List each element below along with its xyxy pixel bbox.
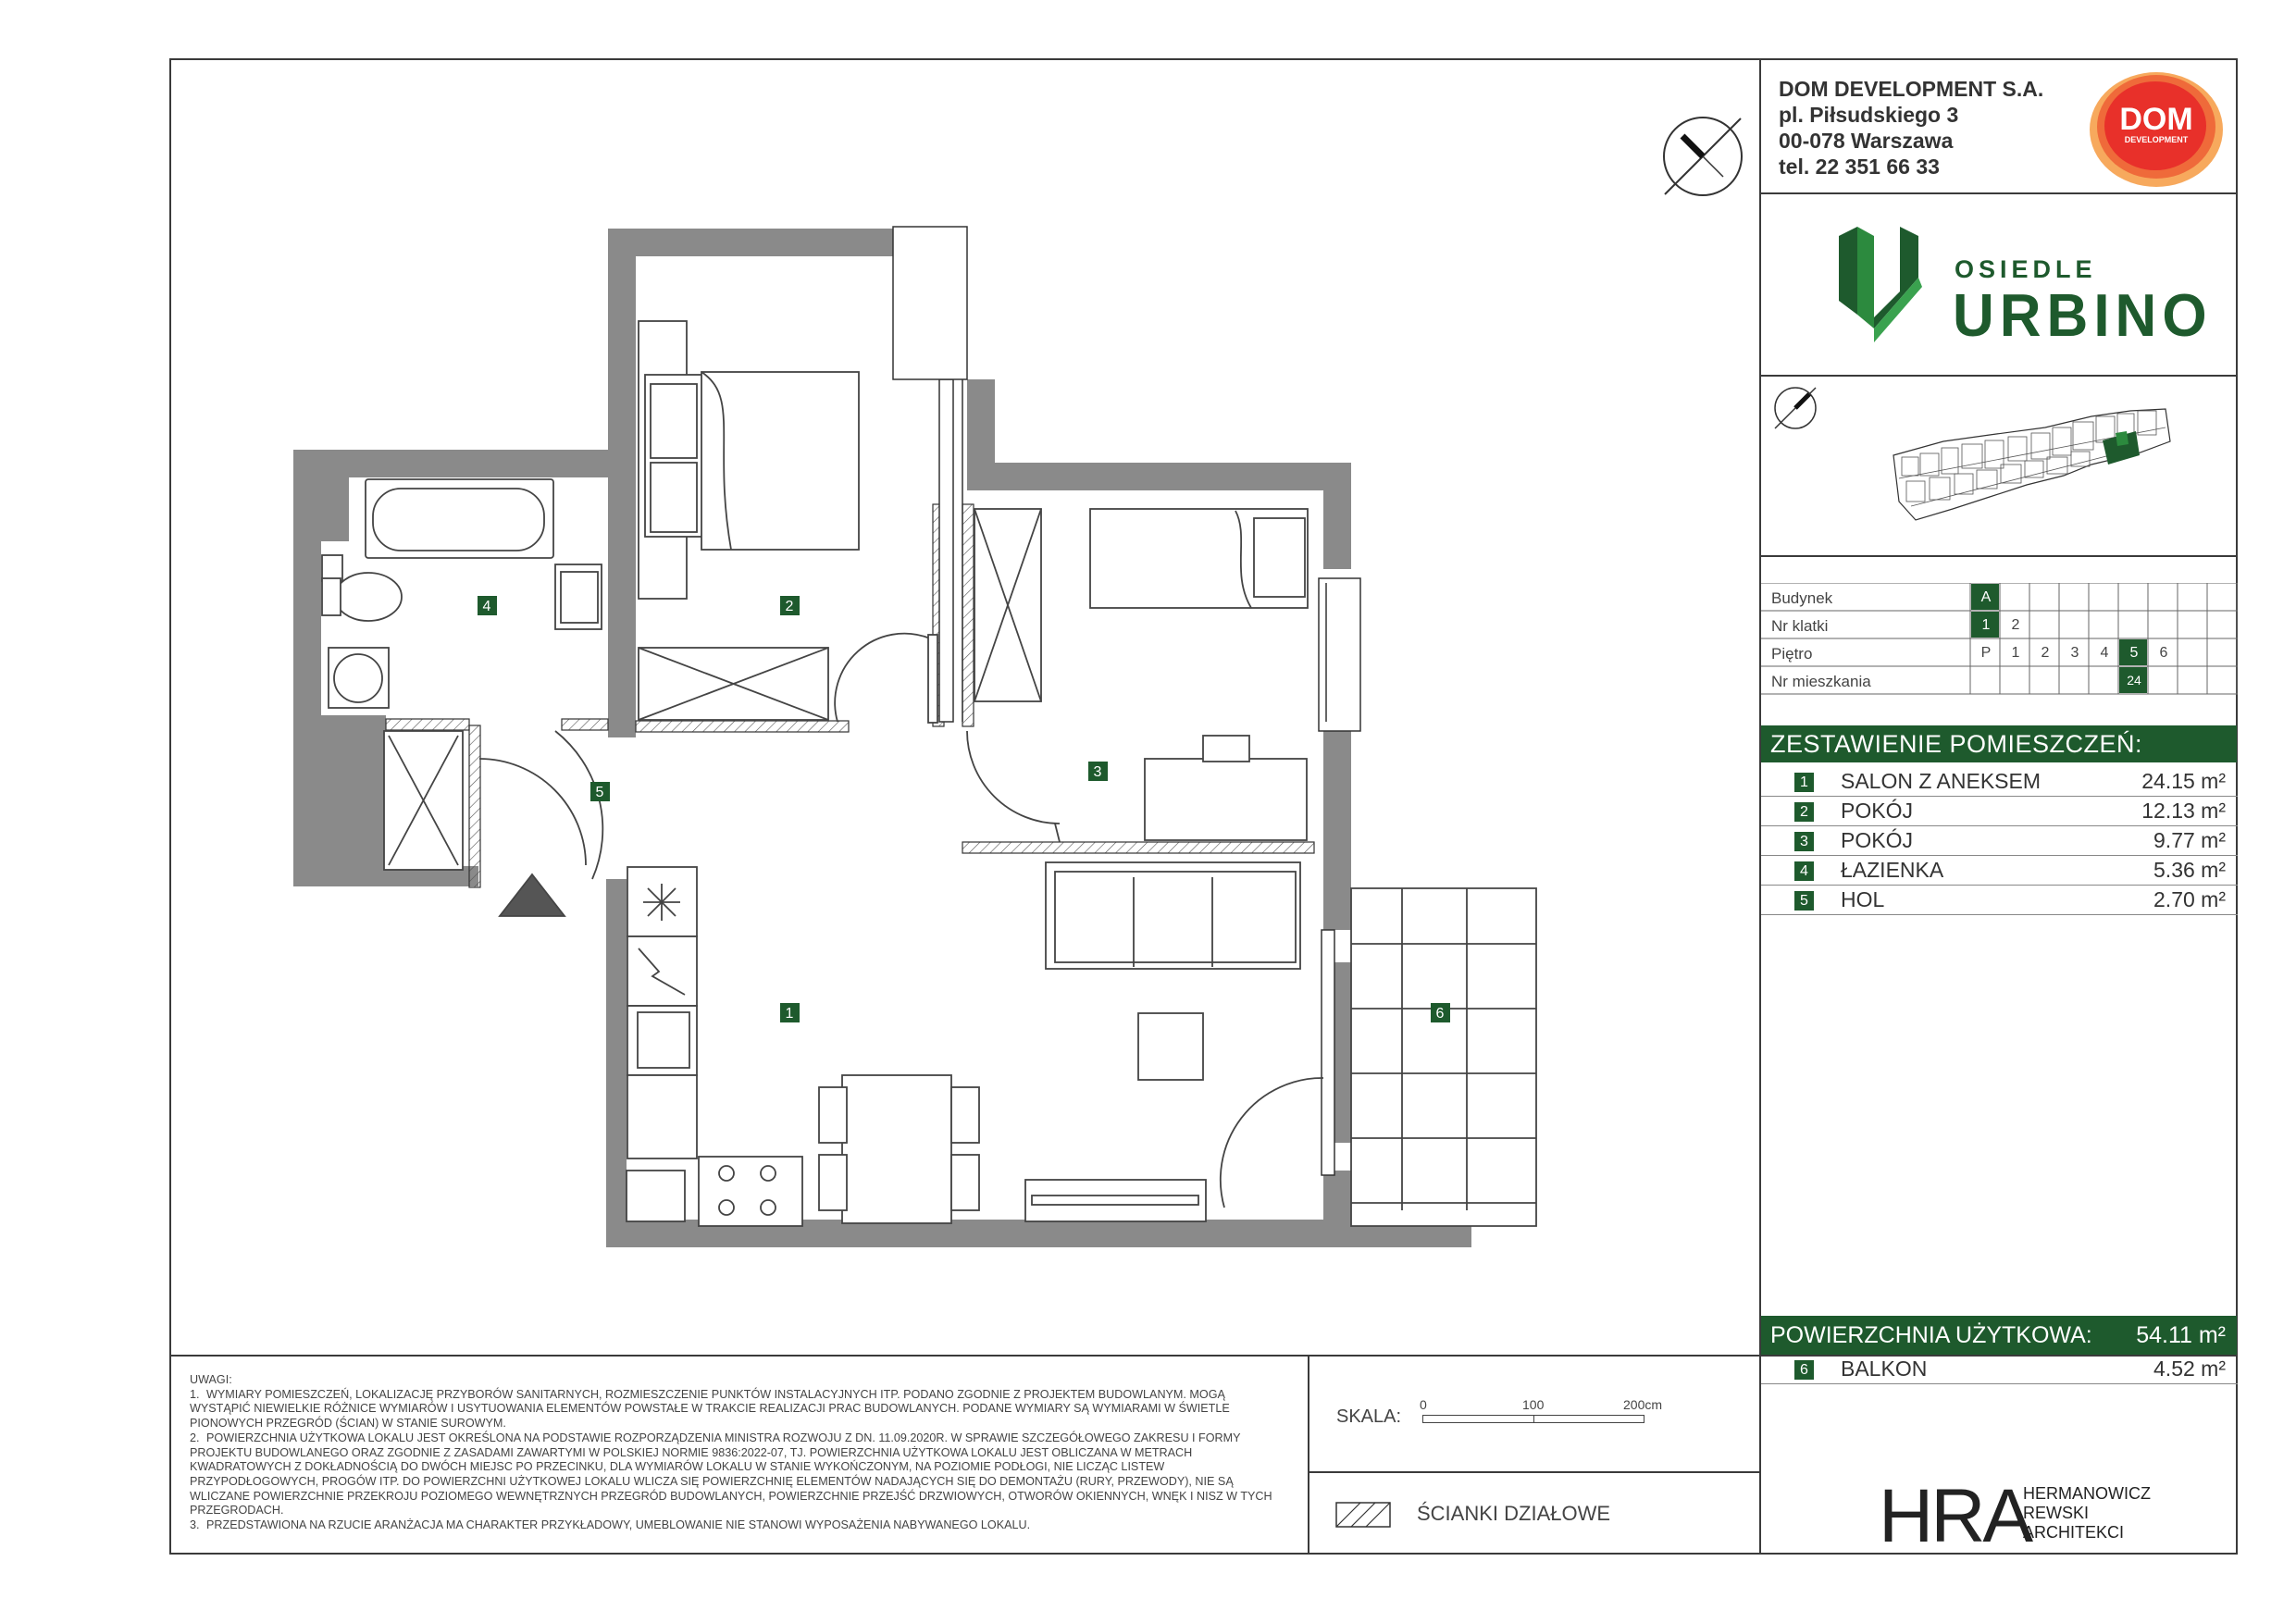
room-number: 4 (1794, 861, 1814, 881)
room-tag-4: 4 (482, 599, 491, 614)
panel-divider (1759, 555, 2238, 557)
room-area: 9.77 m² (2153, 828, 2226, 852)
grid-cell-floor: 4 (2100, 645, 2109, 661)
scale-tick-200: 200cm (1623, 1397, 1663, 1412)
note-item: 3. PRZEDSTAWIONA NA RZUCIE ARANŻACJA MA CHARAKTER PRZYKŁADOWY, UMEBLOWANIE NIE STANOWI WYPOSAŻENIA NABYWANEGO LOKALU. (190, 1518, 1031, 1532)
grid-cell-staircase: 1 (1981, 617, 1991, 633)
room-name: HOL (1841, 887, 1885, 911)
notes-block (190, 1373, 1289, 1533)
room-tag-2: 2 (785, 599, 794, 614)
grid-cell-building: A (1980, 589, 1992, 605)
room-name: POKÓJ (1841, 799, 1913, 823)
room-area: 24.15 m² (2141, 769, 2226, 793)
note-item: 1. WYMIARY POMIESZCZEŃ, LOKALIZACJĘ PRZYBORÓW SANITARNYCH, ROZMIESZCZENIE PUNKTÓW INSTALACYJNYCH ITP. PODANO ZGODNIE Z PROJEKTEM BUDOWLANYM. MOGĄ WYSTĄPIĆ NIEWIELKIE RÓŻNICE WYMIARÓW I USYTUOWANIA ELEMENTÓW POWSTAŁE W TRAKCIE REALIZACJI PRAC BUDOWLANYCH. PODANE WYMIARY SĄ WYMIARAMI W ŚWIETLE PIONOWYCH PRZEGRÓD (ŚCIAN) W STANIE SUROWYM. (190, 1387, 1230, 1431)
company-street: pl. Piłsudskiego 3 (1779, 103, 1959, 127)
architect-name: HERMANOWICZ REWSKI ARCHITEKCI (2023, 1484, 2151, 1542)
balcony-name: BALKON (1841, 1357, 1928, 1381)
grid-cell-apartment: 24 (2127, 673, 2141, 688)
building-keyplan (1888, 400, 2193, 529)
scale-label: SKALA: (1336, 1406, 1402, 1427)
balcony-row (1761, 1355, 2237, 1384)
room-area: 2.70 m² (2153, 887, 2226, 911)
project-name: URBINO (1953, 282, 2213, 350)
room-row (1761, 886, 2237, 915)
room-number: 3 (1794, 832, 1814, 851)
compass-small-icon (1772, 385, 1818, 431)
total-area-bar (1761, 1316, 2237, 1355)
company-city: 00-078 Warszawa (1779, 129, 1954, 153)
row-divider (1761, 1383, 2238, 1384)
grid-cell-staircase: 2 (2011, 617, 2020, 633)
grid-cell-floor: P (1980, 645, 1992, 661)
rooms-header: ZESTAWIENIE POMIESZCZEŃ: (1761, 725, 2237, 762)
room-number: 2 (1794, 802, 1814, 822)
architect-logo: HRA (1879, 1474, 2031, 1558)
grid-cell-floor: 5 (2129, 645, 2139, 661)
company-phone: tel. 22 351 66 33 (1779, 155, 1940, 179)
grid-cell-floor: 6 (2159, 645, 2168, 661)
scale-tick-0: 0 (1420, 1397, 1427, 1412)
total-area-label: POWIERZCHNIA UŻYTKOWA: (1770, 1322, 2092, 1348)
balcony-area: 4.52 m² (2153, 1357, 2226, 1381)
room-row (1761, 797, 2237, 826)
room-row (1761, 856, 2237, 886)
grid-cell-floor: 1 (2011, 645, 2020, 661)
grid-label-apartment: Nr mieszkania (1771, 673, 1871, 690)
scale-bar (1422, 1415, 1644, 1423)
room-tag-5: 5 (595, 785, 604, 800)
company-address (1779, 76, 2043, 180)
room-tag-3: 3 (1093, 764, 1102, 780)
svg-text:DEVELOPMENT: DEVELOPMENT (2124, 135, 2189, 144)
room-area: 5.36 m² (2153, 858, 2226, 882)
balcony-number: 6 (1794, 1360, 1814, 1380)
grid-label-floor: Piętro (1771, 645, 1813, 663)
grid-label-building: Budynek (1771, 589, 1833, 607)
room-row (1761, 767, 2237, 797)
partition-legend-label: ŚCIANKI DZIAŁOWE (1417, 1502, 1611, 1525)
room-name: POKÓJ (1841, 828, 1913, 852)
total-area-value: 54.11 m² (2136, 1322, 2226, 1348)
grid-label-staircase: Nr klatki (1771, 617, 1829, 635)
svg-text:DOM: DOM (2119, 102, 2193, 137)
room-tag-6: 6 (1435, 1006, 1445, 1022)
room-tag-1: 1 (785, 1006, 794, 1022)
room-name: SALON Z ANEKSEM (1841, 769, 2042, 793)
room-number: 1 (1794, 773, 1814, 792)
row-divider (1761, 914, 2238, 915)
room-area: 12.13 m² (2141, 799, 2226, 823)
room-number: 5 (1794, 891, 1814, 911)
grid-cell-floor: 3 (2070, 645, 2079, 661)
dom-development-logo (2082, 67, 2230, 194)
room-row (1761, 826, 2237, 856)
scale-tick-100: 100 (1522, 1397, 1545, 1412)
grid-cell-floor: 2 (2041, 645, 2050, 661)
note-item: 2. POWIERZCHNIA UŻYTKOWA LOKALU JEST OKREŚLONA NA PODSTAWIE ROZPORZĄDZENIA MINISTRA ROZWOJU Z DN. 11.09.2020R. W SPRAWIE SZCZEGÓŁOWEGO ZAKRESU I FORMY PROJEKTU BUDOWLANEGO ORAZ ZGODNIE Z ZASADAMI ZAWARTYMI W POLSKIEJ NORMIE 9836:2022-07, TJ. POWIERZCHNIA UŻYTKOWA LOKALU JEST OBLICZANA W METRACH KWADRATOWYCH Z DOKŁADNOŚCIĄ DO DWÓCH MIEJSC PO PRZECINKU, DLA WYMIARÓW LOKALU W STANIE WYKOŃCZONYM, NA POZIOMIE PODŁOGI, NIE LICZĄC LISTEW PRZYPODŁOGOWYCH, PROGÓW ITP. DO POWIERZCHNI UŻYTKOWEJ LOKALU WLICZA SIĘ POWIERZCHNIĘ ELEMENTÓW NADAJĄCYCH SIĘ DO DEMONTAŻU (RURY, PRZEWODY), NIE SĄ WLICZANE POWIERZCHNIE PRZEKROJU POZIOMEGO WEWNĘTRZNYCH PRZEGRÓD BUDOWLANYCH, POWIERZCHNIE PRZEJŚĆ DRZWIOWYCH, OTWORÓW OKIENNYCH, WNĘK I NISZ W TYCH PRZEGRODACH. (190, 1431, 1272, 1518)
partition-hatch-icon (1335, 1502, 1391, 1528)
project-prefix: OSIEDLE (1955, 255, 2097, 283)
notes-title: UWAGI: (190, 1373, 232, 1386)
room-name: ŁAZIENKA (1841, 858, 1944, 882)
panel-divider (1308, 1355, 1309, 1555)
panel-divider (1759, 375, 2238, 377)
company-name: DOM DEVELOPMENT S.A. (1779, 77, 2044, 101)
panel-divider (1308, 1471, 1761, 1473)
urbino-logo-icon (1837, 227, 1925, 342)
